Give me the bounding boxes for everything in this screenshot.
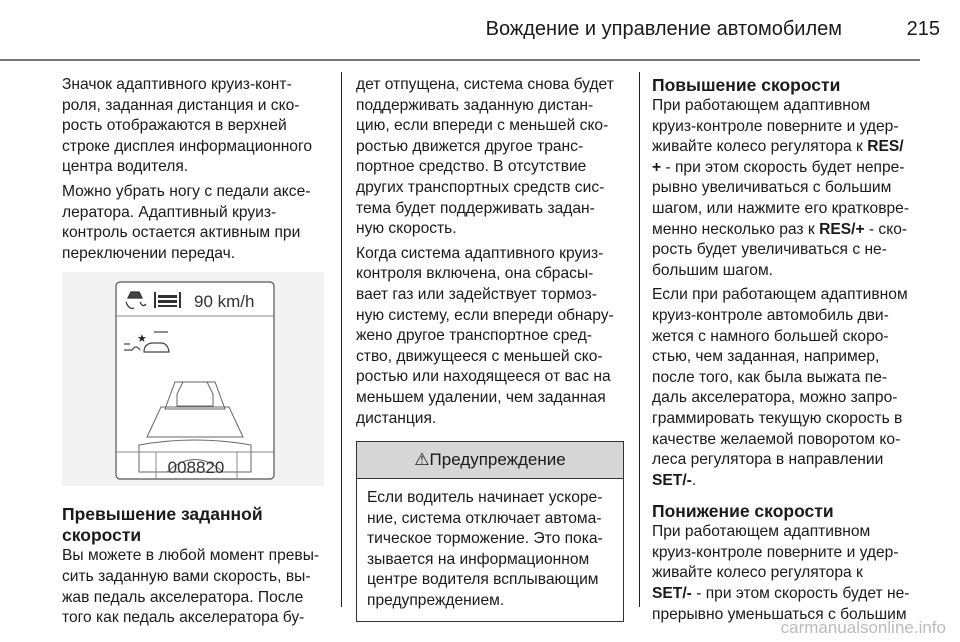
text-line: переключении передач.: [62, 244, 236, 262]
intro-paragraphs: [62, 75, 327, 264]
column-2: [356, 75, 624, 622]
text-line: предупреждением.: [367, 592, 505, 610]
text-line: [652, 409, 922, 430]
text-line: [652, 261, 922, 282]
text-line: центра водителя.: [62, 158, 189, 176]
text-line: [652, 584, 922, 605]
svg-text:★: ★: [137, 333, 147, 346]
page-number: 215: [906, 18, 940, 40]
text-line: сить заданную вами скорость, вы-: [62, 567, 311, 585]
text-segment: При работающем адаптивном: [652, 523, 871, 541]
text-line: [652, 471, 922, 492]
text-line: [652, 158, 922, 179]
text-line: скорости: [62, 525, 142, 546]
control-label: RES/: [867, 138, 904, 156]
text-segment: граммировать текущую скорость в: [652, 409, 903, 427]
text-line: [652, 450, 922, 471]
text-line: [652, 522, 922, 543]
text-line: зывается на информационном: [367, 550, 590, 568]
text-segment: после того, как была выжата пе-: [652, 368, 888, 386]
text-line: меньшем удалении, чем заданная: [356, 388, 606, 406]
text-segment: живайте колесо регулятора к: [652, 564, 863, 582]
text-segment: качестве желаемой поворотом ко-: [652, 430, 901, 448]
text-line: строке дисплея информационного: [62, 137, 313, 155]
paragraph: [62, 75, 327, 178]
warning-title: Предупреждение: [429, 450, 566, 470]
text-line: портное средство. В отсутствие: [356, 158, 587, 176]
text-line: [652, 388, 922, 409]
text-line: Если водитель начинает ускоре-: [367, 489, 603, 507]
text-segment: даль акселератора, можно запро-: [652, 389, 898, 407]
text-segment: круиз-контроле автомобиль дви-: [652, 306, 889, 324]
increase-speed-text: [652, 96, 922, 491]
odometer: 008820: [167, 458, 225, 478]
paragraph: [62, 182, 327, 264]
text-segment: - при этом скорость будет не-: [691, 585, 910, 603]
text-line: Превышение заданной: [62, 504, 263, 525]
text-line: [652, 137, 922, 158]
text-segment: жется с намного большей скоро-: [652, 327, 889, 345]
column-divider: [341, 72, 342, 607]
text-segment: .: [691, 471, 697, 489]
section-heading-increase-speed: Повышение скорости: [652, 75, 841, 95]
text-line: тическое торможение. Это пока-: [367, 530, 603, 548]
text-line: контроля включена, она сбрасы-: [356, 265, 594, 283]
text-segment: - ско-: [864, 220, 908, 238]
text-segment: стью, чем заданная, например,: [652, 348, 880, 366]
chapter-title: Вождение и управление автомобилем: [485, 18, 842, 40]
text-segment: круиз-контроле поверните и удер-: [652, 543, 899, 561]
text-line: контроль остается активным при: [62, 224, 301, 242]
text-line: рость отображаются в верхней: [62, 117, 287, 135]
text-line: ростью или находящееся от вас на: [356, 368, 611, 386]
control-label: SET/-: [652, 471, 692, 489]
text-segment: При работающем адаптивном: [652, 97, 871, 114]
text-line: Когда система адаптивного круиз-: [356, 244, 604, 262]
paragraph: [356, 244, 624, 429]
warning-box: [356, 441, 624, 622]
acc-paragraphs: [356, 75, 624, 429]
text-line: [652, 117, 922, 138]
text-segment: большим шагом.: [652, 261, 774, 279]
text-line: других транспортных средств сис-: [356, 178, 605, 196]
text-line: [652, 240, 922, 261]
text-line: ние, система отключает автома-: [367, 509, 602, 527]
text-line: [652, 430, 922, 451]
text-line: Можно убрать ногу с педали аксе-: [62, 182, 311, 200]
text-line: ную скорость.: [356, 220, 457, 238]
text-segment: живайте колесо регулятора к: [652, 138, 868, 156]
header-divider: [0, 59, 920, 61]
text-segment: круиз-контроле поверните и удер-: [652, 117, 899, 135]
control-label: SET/-: [652, 585, 692, 603]
text-line: поддерживать заданную дистан-: [356, 96, 594, 114]
text-line: лератора. Адаптивный круиз-: [62, 203, 277, 221]
watermark: carmanualsonline.info: [780, 618, 946, 637]
paragraph: [652, 522, 922, 625]
column-divider: [639, 72, 640, 607]
warning-triangle-icon: ⚠: [414, 450, 430, 470]
text-line: дистанция.: [356, 409, 437, 427]
text-line: ростью движется другое транс-: [356, 137, 584, 155]
paragraph: [356, 75, 624, 240]
driver-info-display: [62, 272, 324, 486]
text-line: дет отпущена, система снова будет: [356, 76, 614, 93]
text-line: ную систему, если впереди обнару-: [356, 306, 614, 324]
text-line: [652, 563, 922, 584]
text-line: [652, 178, 922, 199]
text-line: [652, 543, 922, 564]
text-line: Вы можете в любой момент превы-: [62, 547, 320, 565]
text-segment: менно несколько раз к: [652, 220, 820, 238]
paragraph: [62, 546, 327, 628]
cruise-control-display-illustration: [62, 272, 324, 486]
control-label: RES/+: [819, 220, 865, 238]
text-line: цию, если впереди с меньшей ско-: [356, 117, 609, 135]
text-segment: Если при работающем адаптивном: [652, 286, 908, 304]
section-heading-decrease-speed: Понижение скорости: [652, 501, 834, 522]
control-label: +: [652, 158, 662, 176]
column-1: [62, 75, 327, 633]
text-line: жено другое транспортное сред-: [356, 327, 592, 345]
paragraph: [652, 285, 922, 491]
decrease-speed-text: [652, 522, 922, 625]
text-segment: рывно увеличиваться с большим: [652, 179, 892, 197]
column-3: [652, 75, 922, 629]
text-line: [652, 285, 922, 306]
text-line: [652, 368, 922, 389]
text-line: [652, 327, 922, 348]
text-segment: шагом, или нажмите его кратковре-: [652, 199, 910, 217]
text-line: роля, заданная дистанция и ско-: [62, 96, 300, 114]
text-segment: леса регулятора в направлении: [652, 451, 884, 469]
set-speed: 90 km/h: [194, 292, 255, 312]
text-segment: - при этом скорость будет непре-: [661, 158, 905, 176]
text-line: ство, движущееся с меньшей ско-: [356, 347, 603, 365]
text-line: [652, 220, 922, 241]
text-line: вает газ или задействует тормоз-: [356, 285, 597, 303]
text-line: [652, 96, 922, 117]
text-line: тема будет поддерживать задан-: [356, 199, 595, 217]
warning-header: [357, 442, 623, 479]
text-line: жав педаль акселератора. После: [62, 588, 304, 606]
text-line: того как педаль акселератора бу-: [62, 609, 305, 627]
text-line: [652, 306, 922, 327]
section-heading-exceed-speed: [62, 504, 327, 546]
exceed-speed-text: [62, 546, 327, 628]
warning-text: [357, 479, 623, 621]
text-line: центре водителя всплывающим: [367, 571, 599, 589]
text-line: [652, 199, 922, 220]
text-line: [652, 347, 922, 368]
paragraph: [652, 96, 922, 281]
text-segment: рость будет увеличиваться с не-: [652, 241, 887, 259]
text-line: Значок адаптивного круиз-конт-: [62, 76, 292, 93]
text-segment: прерывно уменьшаться с большим: [652, 605, 907, 623]
